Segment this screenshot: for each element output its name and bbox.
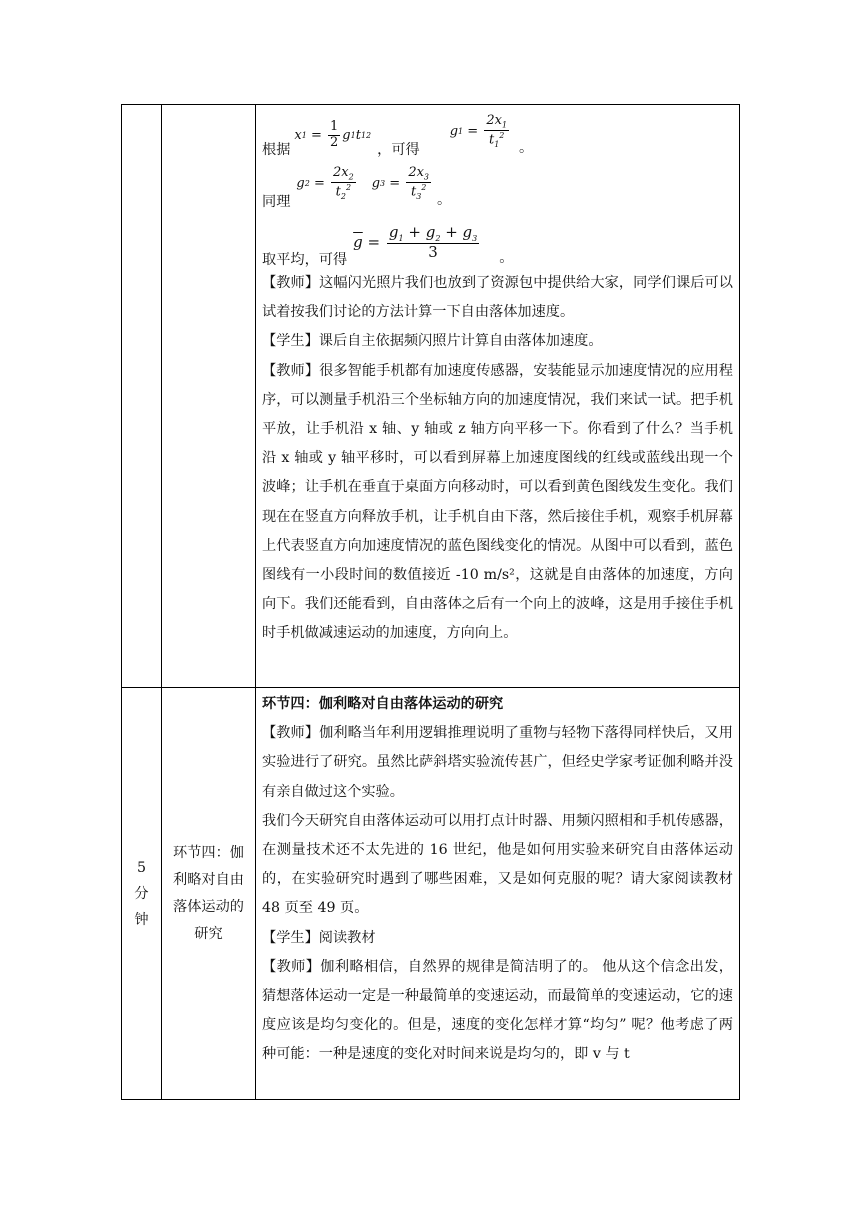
- formula-line-2: [262, 159, 733, 211]
- time-number: 5: [136, 859, 147, 876]
- student-paragraph: 【学生】阅读教材: [262, 929, 376, 946]
- formula-line-3: [262, 211, 733, 269]
- formula-label: 根据: [262, 141, 291, 158]
- student-paragraph: 【学生】课后自主依据频闪照片计算自由落体加速度。: [262, 333, 603, 350]
- formula-g1: g 1 = $\frac{2x_1}{t_1^2}$: [449, 113, 508, 149]
- teacher-paragraph: 【教师】伽利略当年利用逻辑推理说明了重物与轻物下落得同样快后，又用实验进行了研究。虽然比萨斜塔实验流传甚广，但经史学家考证伽利略并没有亲自做过这个实验。: [262, 725, 733, 800]
- formula-connector: ，可得: [377, 141, 420, 158]
- time-cell-empty: [122, 105, 162, 688]
- teacher-paragraph: 【教师】这幅闪光照片我们也放到了资源包中提供给大家，同学们课后可以试着按我们讨论的方法计算一下自由落体加速度。: [262, 275, 733, 321]
- content-cell: [256, 105, 740, 688]
- time-unit-2: 钟: [134, 911, 149, 928]
- content-cell: [256, 688, 740, 1100]
- lesson-plan-table: [121, 104, 740, 1100]
- formula-label: 同理: [262, 193, 291, 210]
- formula-line-1: [262, 107, 733, 159]
- teacher-paragraph: 【教师】伽利略相信，自然界的规律是简洁明了的。 他从这个信念出发，猜想落体运动一定是一种最简单的变速运动，而最简单的变速运动，它的速度应该是均匀变化的。但是，速度的变化怎样才算“均匀” 呢？他考虑了两种可能：一种是速度的变化对时间来说是均匀的，即 v 与 t: [262, 958, 733, 1063]
- formula-end: 。: [519, 139, 534, 156]
- formula-label: 取平均，可得: [262, 251, 348, 268]
- teacher-paragraph: 我们今天研究自由落体运动可以用打点计时器、用频闪照相和手机传感器，在测量技术还不太先进的 16 世纪，他是如何用实验来研究自由落体运动的，在实验研究时遇到了哪些困难，又是如何克服的呢？请大家阅读教材 48 页至 49 页。: [262, 812, 733, 917]
- formula-g-mean: $\overline{g}$ = $\frac{g_1 + g_2 + g_3}{3}$: [353, 222, 478, 261]
- time-unit-1: 分: [134, 885, 149, 902]
- stage-cell: [162, 688, 256, 1100]
- formula-g2: g 2 = $\frac{2x_2}{t_2^2}$: [296, 165, 354, 201]
- formula-end: 。: [499, 249, 514, 266]
- stage-label: 环节四：伽利略对自由落体运动的研究: [173, 844, 244, 942]
- section-title: 环节四：伽利略对自由落体运动的研究: [262, 696, 504, 712]
- formula-g3: g 3 = $\frac{2x_3}{t_3^2}$: [371, 165, 430, 201]
- table-row: [122, 105, 740, 688]
- formula-end: 。: [437, 191, 452, 208]
- time-cell: [122, 688, 162, 1100]
- table-row: [122, 688, 740, 1100]
- formula-x1: x 1 = $\frac{1}{2}$ g 1 t 1 2: [294, 119, 372, 151]
- stage-cell-empty: [162, 105, 256, 688]
- teacher-paragraph: 【教师】很多智能手机都有加速度传感器，安装能显示加速度情况的应用程序，可以测量手机沿三个坐标轴方向的加速度情况，我们来试一试。把手机平放，让手机沿 x 轴、y 轴或 z 轴方向平移一下。你看到了什么？当手机沿 x 轴或 y 轴平移时，可以看到屏幕上加速度图线的红线或蓝线出现一个波峰；让手机在垂直于桌面方向移动时，可以看到黄色图线发生变化。我们现在在竖直方向释放手机，让手机自由下落，然后接住手机，观察手机屏幕上代表竖直方向加速度情况的蓝色图线变化的情况。从图中可以看到，蓝色图线有一小段时间的数值接近 -10 m/s²，这就是自由落体的加速度，方向向下。我们还能看到，自由落体之后有一个向上的波峰，这是用手接住手机时手机做减速运动的加速度，方向向上。: [262, 362, 733, 642]
